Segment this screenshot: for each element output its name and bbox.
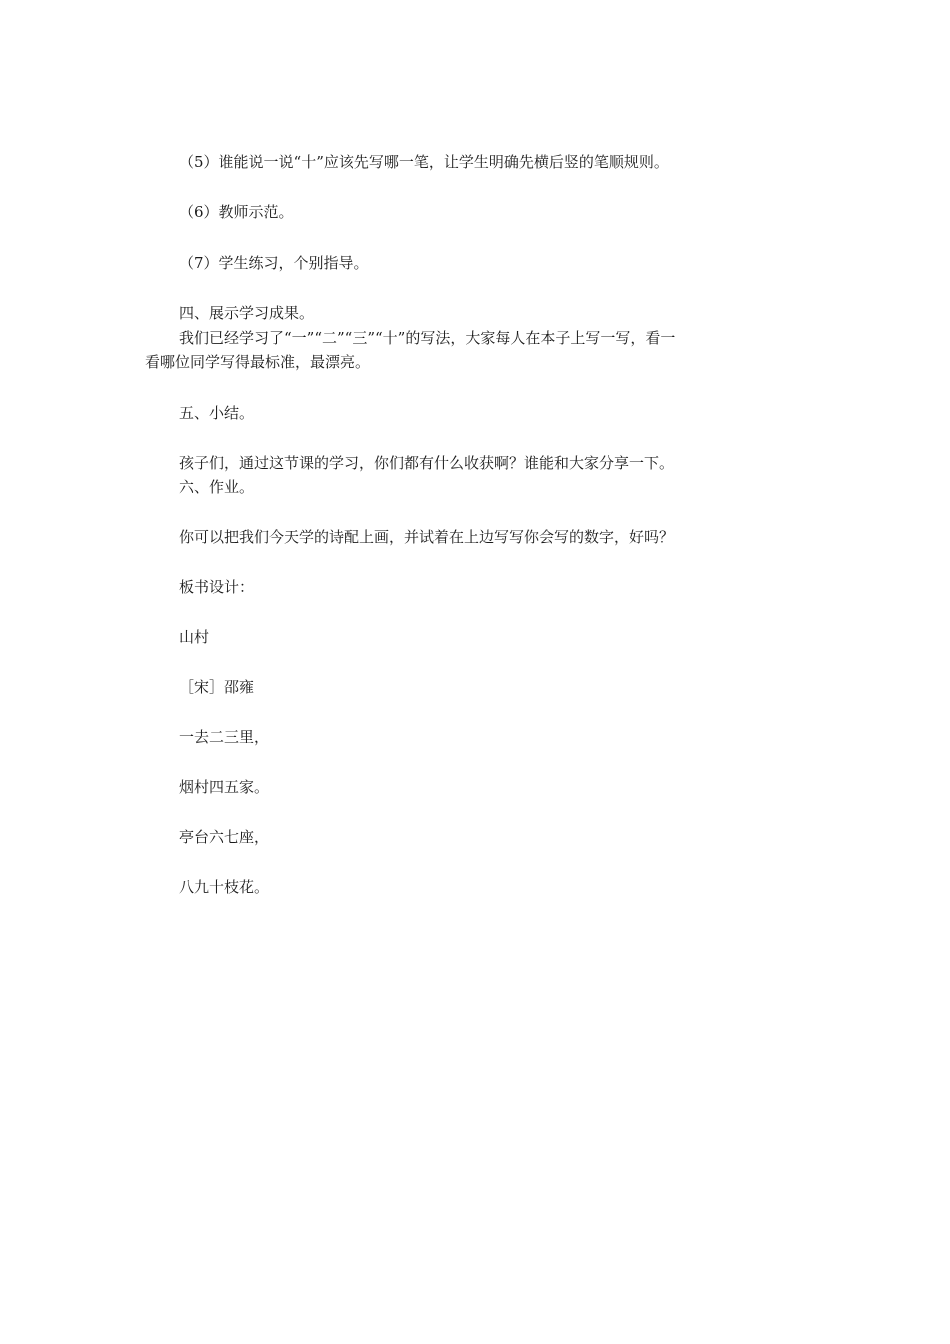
step-6-text: （6）教师示范。 bbox=[179, 203, 294, 221]
step-5-text: （5）谁能说一说“十”应该先写哪一笔，让学生明确先横后竖的笔顺规则。 bbox=[179, 153, 669, 171]
section-5-heading: 五、小结。 bbox=[179, 404, 255, 422]
paragraph-line-1: 我们已经学习了“一”“二”“三”“十”的写法，大家每人在本子上写一写，看一 bbox=[179, 329, 676, 347]
section-6-heading: 六、作业。 bbox=[179, 478, 255, 496]
step-7-text: （7）学生练习，个别指导。 bbox=[179, 254, 369, 272]
poem-author: ［宋］邵雍 bbox=[179, 678, 255, 696]
section-4-heading: 四、展示学习成果。 bbox=[179, 304, 315, 322]
poem-verse-3: 亭台六七座， bbox=[179, 828, 270, 846]
poem-title: 山村 bbox=[179, 628, 210, 646]
board-design-heading: 板书设计： bbox=[179, 578, 255, 596]
section-4-paragraph bbox=[145, 326, 810, 374]
poem-verse-4: 八九十枝花。 bbox=[179, 878, 270, 896]
section-6-text: 你可以把我们今天学的诗配上画，并试着在上边写写你会写的数字，好吗？ bbox=[179, 528, 675, 546]
poem-verse-1: 一去二三里， bbox=[179, 728, 270, 746]
section-5-text: 孩子们，通过这节课的学习，你们都有什么收获啊？谁能和大家分享一下。 bbox=[179, 454, 675, 472]
poem-verse-2: 烟村四五家。 bbox=[179, 778, 270, 796]
paragraph-line-2: 看哪位同学写得最标准，最漂亮。 bbox=[145, 353, 371, 371]
